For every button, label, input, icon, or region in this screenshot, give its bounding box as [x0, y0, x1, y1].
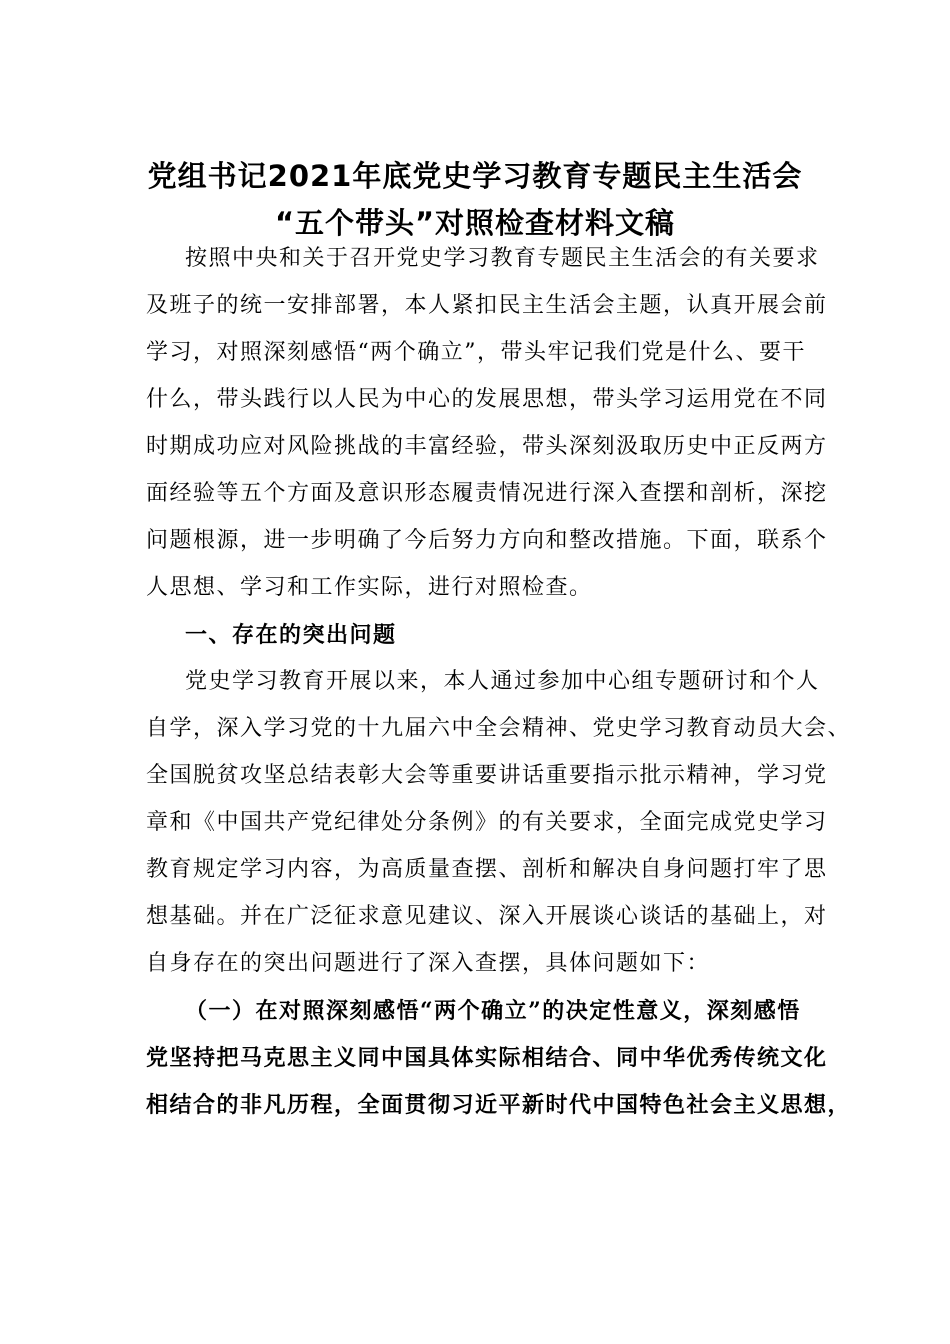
section-heading: 一、存在的突出问题 [185, 622, 397, 648]
paragraph-line: 自身存在的突出问题进行了深入查摆，具体问题如下： [146, 951, 711, 976]
paragraph-line: 面经验等五个方面及意识形态履责情况进行深入查摆和剖析，深挖 [146, 481, 828, 506]
paragraph-line: 想基础。并在广泛征求意见建议、深入开展谈心谈话的基础上，对 [146, 904, 828, 929]
paragraph-line: 章和《中国共产党纪律处分条例》的有关要求，全面完成党史学习 [146, 810, 828, 835]
paragraph-line: 教育规定学习内容，为高质量查摆、剖析和解决自身问题打牢了思 [146, 857, 828, 882]
paragraph-line: 全国脱贫攻坚总结表彰大会等重要讲话重要指示批示精神，学习党 [146, 763, 828, 788]
subsection-heading-line: 党坚持把马克思主义同中国具体实际相结合、同中华优秀传统文化 [146, 1045, 828, 1071]
paragraph-line: 时期成功应对风险挑战的丰富经验，带头深刻汲取历史中正反两方 [146, 434, 828, 459]
subsection-heading-line: 相结合的非凡历程，全面贯彻习近平新时代中国特色社会主义思想， [146, 1092, 852, 1118]
paragraph-line: 及班子的统一安排部署，本人紧扣民主生活会主题，认真开展会前 [146, 293, 828, 318]
paragraph-line: 问题根源，进一步明确了今后努力方向和整改措施。下面，联系个 [146, 528, 828, 553]
paragraph-line: 什么，带头践行以人民为中心的发展思想，带头学习运用党在不同 [146, 387, 828, 412]
subsection-heading-line: （一）在对照深刻感悟“两个确立”的决定性意义，深刻感悟 [185, 998, 801, 1024]
paragraph-line: 人思想、学习和工作实际，进行对照检查。 [146, 575, 593, 600]
paragraph-line: 按照中央和关于召开党史学习教育专题民主生活会的有关要求 [185, 246, 820, 271]
paragraph-line: 学习，对照深刻感悟“两个确立”，带头牢记我们党是什么、要干 [146, 340, 806, 365]
paragraph-line: 自学，深入学习党的十九届六中全会精神、党史学习教育动员大会、 [146, 716, 852, 741]
paragraph-line: 党史学习教育开展以来，本人通过参加中心组专题研讨和个人 [185, 669, 820, 694]
document-title-line-2: “五个带头”对照检查材料文稿 [274, 206, 676, 240]
document-title-line-1: 党组书记2021年底党史学习教育专题民主生活会 [147, 159, 803, 193]
